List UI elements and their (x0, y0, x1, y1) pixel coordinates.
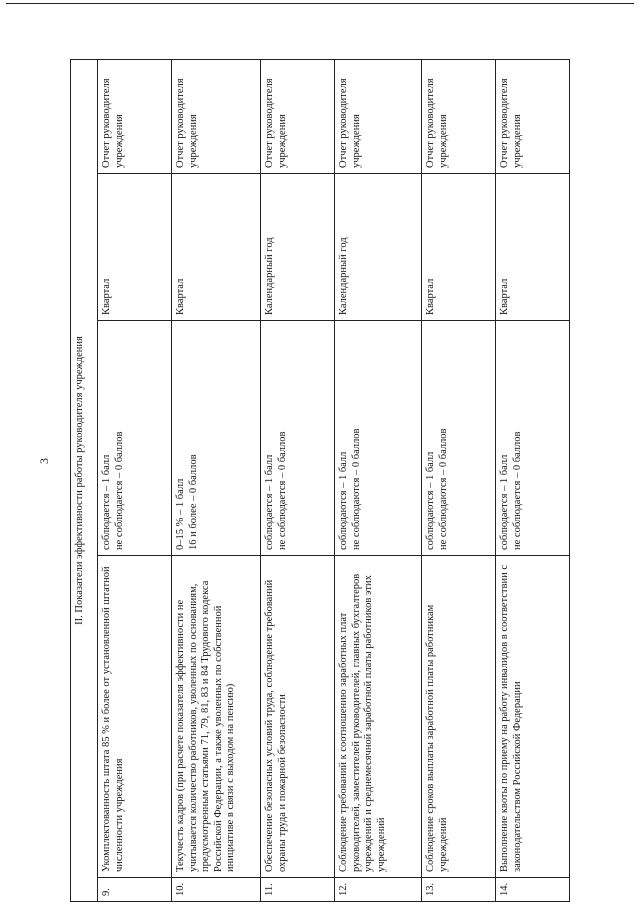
row-number: 9. (98, 878, 172, 902)
row-number: 12. (335, 878, 422, 902)
criteria-cell: соблюдаются – 1 балл не соблюдаются – 0 баллов (422, 321, 496, 556)
period-cell: Квартал (98, 174, 172, 321)
period-cell: Календарный год (261, 174, 335, 321)
efficiency-table (70, 59, 570, 902)
rotated-page-content (70, 60, 570, 902)
period-cell: Календарный год (335, 174, 422, 321)
table-row (172, 59, 261, 901)
period-cell: Квартал (422, 174, 496, 321)
indicator-cell: Обеспечение безопасных условий труда, соблюдение требований охраны труда и пожарной безопасности (261, 556, 335, 878)
period-cell: Квартал (172, 174, 261, 321)
row-number: 11. (261, 878, 335, 902)
criteria-cell: соблюдаются – 1 балл не соблюдаются – 0 баллов (335, 321, 422, 556)
section-title: II. Показатели эффективности работы руководителя учреждения (71, 59, 98, 901)
indicator-cell: Соблюдение требований к соотношению заработных плат руководителей, заместителей руководителей, главных бухгалтеров учреждений и среднемесячной заработной платы работников этих учреждений (335, 556, 422, 878)
indicator-cell: Выполнение квоты по приему на работу инвалидов в соответствии с законодательством Российской Федерации (496, 556, 570, 878)
criteria-cell: соблюдается – 1 балл не соблюдается – 0 баллов (496, 321, 570, 556)
report-cell: Отчет руководителя учреждения (261, 59, 335, 173)
row-number: 13. (422, 878, 496, 902)
report-cell: Отчет руководителя учреждения (98, 59, 172, 173)
table-row (261, 59, 335, 901)
table-row (335, 59, 422, 901)
report-cell: Отчет руководителя учреждения (496, 59, 570, 173)
report-cell: Отчет руководителя учреждения (172, 59, 261, 173)
row-number: 14. (496, 878, 570, 902)
report-cell: Отчет руководителя учреждения (335, 59, 422, 173)
criteria-cell: 0–15 % – 1 балл 16 и более – 0 баллов (172, 321, 261, 556)
indicator-cell: Укомплектованность штата 85 % и более от установленной штатной численности учреждения (98, 556, 172, 878)
top-border-line (6, 3, 634, 4)
table-row (98, 59, 172, 901)
table-row (496, 59, 570, 901)
criteria-cell: соблюдается – 1 балл не соблюдается – 0 баллов (98, 321, 172, 556)
row-number: 10. (172, 878, 261, 902)
indicator-cell: Соблюдение сроков выплаты заработной платы работникам учреждений (422, 556, 496, 878)
table-row (422, 59, 496, 901)
page-number: 3 (37, 458, 51, 464)
section-header-row (71, 59, 98, 901)
period-cell: Квартал (496, 174, 570, 321)
report-cell: Отчет руководителя учреждения (422, 59, 496, 173)
criteria-cell: соблюдается – 1 балл не соблюдается – 0 баллов (261, 321, 335, 556)
indicator-cell: Текучесть кадров (при расчете показателя эффективности не учитывается количество работников, уволенных по основаниям, предусмотренным статьями 71, 79, 81, 83 и 84 Трудового кодекса Российской Федерации, а также уволенных по собственной инициативе в связи с выходом на пенсию) (172, 556, 261, 878)
